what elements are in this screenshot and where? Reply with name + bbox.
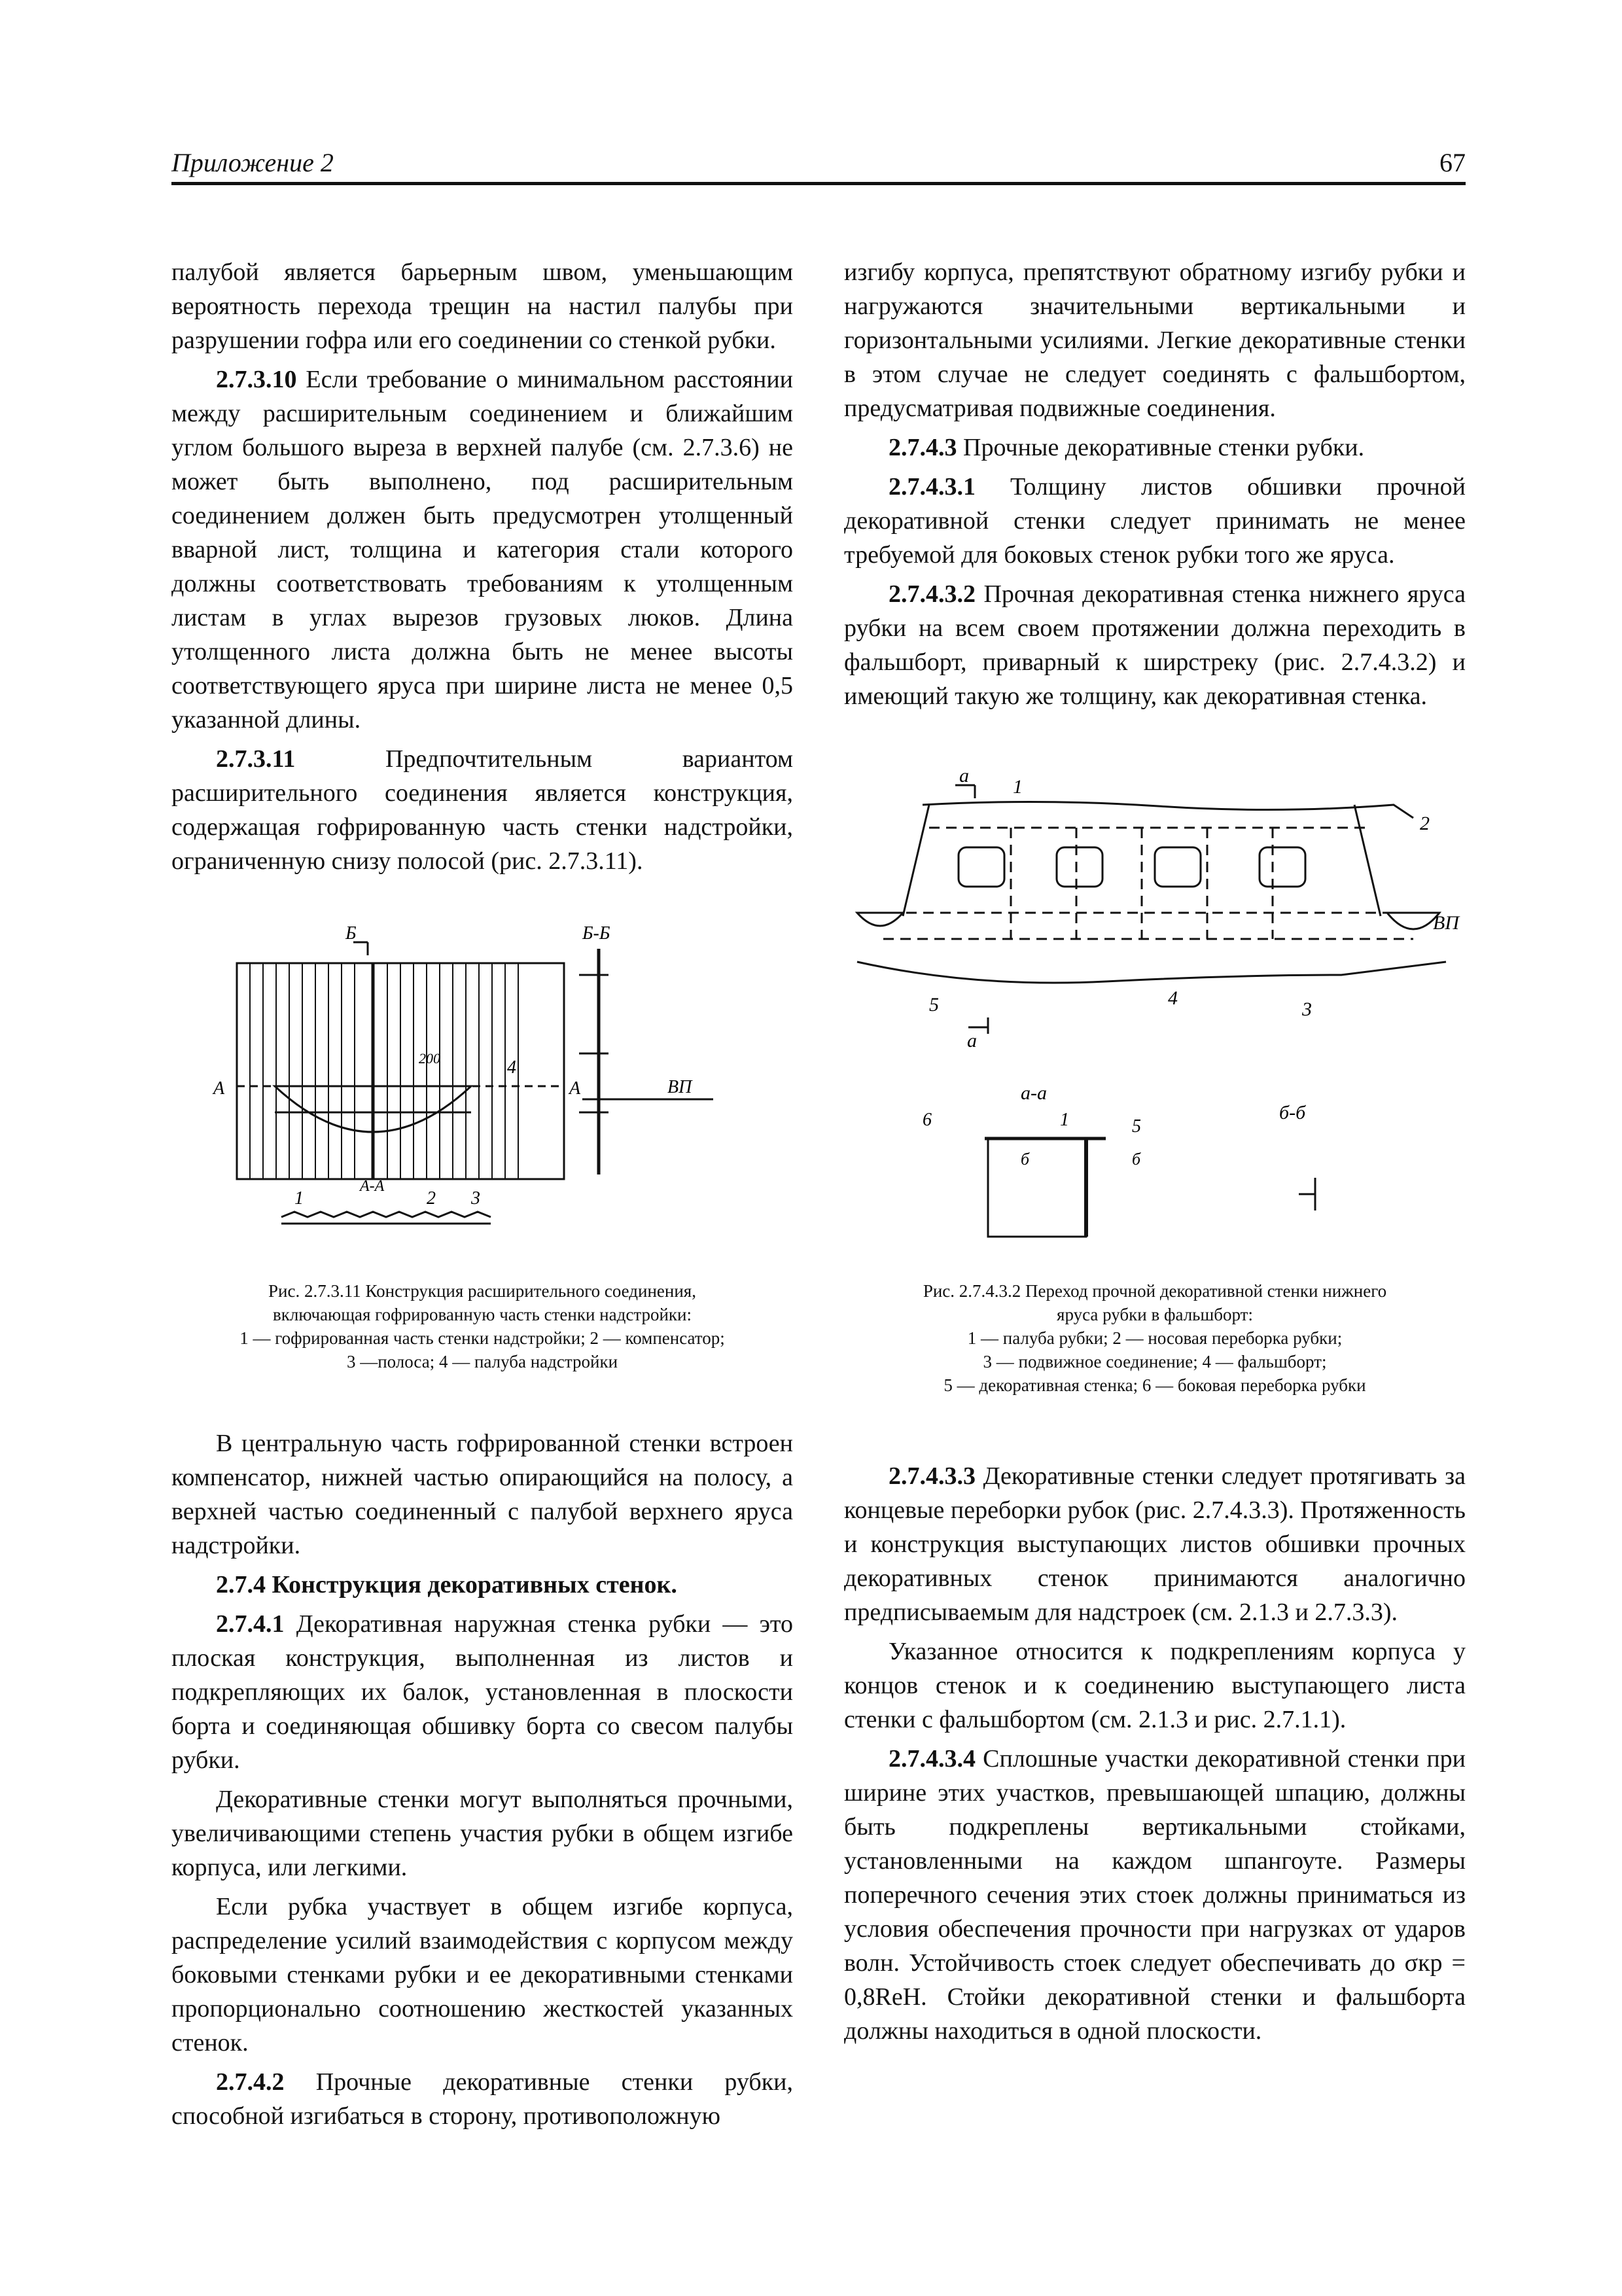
porthole-3 xyxy=(1155,847,1201,887)
label-bb: б-б xyxy=(1279,1102,1306,1123)
label-5b: 5 xyxy=(1132,1116,1141,1137)
figure-expansion-joint xyxy=(196,916,785,1243)
figure2-caption: Рис. 2.7.4.3.2 Переход прочной декоративной стенки нижнего яруса рубки в фальшборт: 1 — палуба рубки; 2 — носовая переборка рубки; 3 — подвижное соединение; 4 — фальшборт; 5 — декоративная стенка; 6 — боковая переборка рубки xyxy=(923,1281,1387,1395)
porthole-1 xyxy=(959,847,1004,887)
label-5: 5 xyxy=(929,994,939,1016)
paragraph: Если рубка участвует в общем изгибе корпуса, распределение усилий взаимодействия с корпусом между боковыми стенками рубки и ее декоративными стенками пропорционально соотношению жесткостей указанных стенок. xyxy=(171,1893,793,2057)
paragraph: 2.7.4.3 Прочные декоративные стенки рубки. xyxy=(889,434,1365,461)
label-1: 1 xyxy=(1013,776,1023,798)
label-a-left: А xyxy=(213,1078,225,1099)
label-2: 2 xyxy=(1420,813,1430,834)
label-a-right: А xyxy=(569,1078,581,1099)
fore-bulkhead xyxy=(903,805,929,916)
label-2: 2 xyxy=(427,1188,436,1209)
paragraph: 2.7.4.3.2 Прочная декоративная стенка нижнего яруса рубки на всем своем протяжении должна переходить в фальшборт, приварный к ширстреку (рис. 2.7.4.3.2) и имеющий такую же толщину, как декоративная стенка. xyxy=(844,580,1466,710)
page-header xyxy=(171,143,1466,185)
paragraph: 2.7.4.3.3 Декоративные стенки следует протягивать за концевые переборки рубок (рис. 2.7.4.3.3). Протяженность и конструкция выступающих листов обшивки прочных декоративных стенок принимаются аналогично предписываемым для надстроек (см. 2.1.3 и 2.7.3.3). xyxy=(844,1462,1466,1626)
label-3: 3 xyxy=(1302,998,1312,1020)
label-6: 6 xyxy=(923,1110,932,1130)
paragraph: 2.7.4.3.4 Сплошные участки декоративной стенки при ширине этих участков, превышающей шпацию, должны быть подкреплены вертикальными стойками, установленными на каждом шпангоуте. Размеры поперечного сечения этих стоек должны приниматься из условия обеспечения прочности при нагрузках от ударов волн. Устойчивость стоек следует обеспечивать до σкр = 0,8ReH. Стойки декоративной стенки и фальшборта должны находиться в одной плоскости. xyxy=(844,1745,1466,2045)
porthole-4 xyxy=(1260,847,1305,887)
label-a-top: а xyxy=(959,766,969,786)
label-a-bottom: а xyxy=(967,1030,977,1051)
page-number: 67 xyxy=(1439,148,1466,177)
label-aa: А-А xyxy=(360,1178,385,1195)
label-bb: Б-Б xyxy=(582,923,610,944)
right-bottom-column xyxy=(844,1459,1466,2048)
paragraph: 2.7.4.2 Прочные декоративные стенки рубки, способной изгибаться в сторону, противоположную xyxy=(171,2068,793,2130)
paragraph: Указанное относится к подкреплениям корпуса у концов стенок и к соединению выступающего листа стенки с фальшбортом (см. 2.1.3 и рис. 2.7.1.1). xyxy=(844,1638,1466,1733)
paragraph: Декоративные стенки могут выполняться прочными, увеличивающими степень участия рубки в общем изгибе корпуса, или легкими. xyxy=(171,1786,793,1881)
label-3: 3 xyxy=(471,1188,480,1209)
label-vp: ВП xyxy=(667,1077,692,1097)
hull-outline xyxy=(857,962,1446,983)
figure1-caption: Рис. 2.7.3.11 Конструкция расширительного соединения, включающая гофрированную часть стенки надстройки: 1 — гофрированная часть стенки надстройки; 2 — компенсатор; 3 —полоса; 4 — палуба надстройки xyxy=(239,1281,725,1371)
left-bottom-column xyxy=(171,1426,793,2133)
label-4: 4 xyxy=(507,1057,516,1078)
corrugation-lines xyxy=(250,963,518,1179)
corrugation-section xyxy=(281,1212,491,1217)
paragraph: 2.7.4.3.1 Толщину листов обшивки прочной декоративной стенки следует принимать не менее требуемой для боковых стенок рубки того же яруса. xyxy=(844,473,1466,569)
label-aa: а-а xyxy=(1021,1082,1047,1104)
label-b: Б xyxy=(345,923,357,944)
movable-joint-left xyxy=(857,913,903,926)
left-top-column xyxy=(171,255,793,878)
paragraph: 2.7.3.10 Если требование о минимальном расстоянии между расширительным соединением и ближайшим углом большого выреза в верхней палубе (см. 2.7.3.6) не может быть выполнено, под расширительным соединением должен быть предусмотрен утолщенный вварной лист, толщина и категория стали которого должны соответствовать требованиям к утолщенным листам в углах вырезов грузовых люков. Длина утолщенного листа должна быть не менее высоты соответствующего яруса при ширине листа не менее 0,5 указанной длины. xyxy=(171,366,793,733)
section-heading: 2.7.4 Конструкция декоративных стенок. xyxy=(216,1571,677,1598)
section-aa xyxy=(988,1139,1086,1237)
label-1: 1 xyxy=(294,1188,304,1209)
label-200: 200 xyxy=(419,1050,440,1067)
label-b-right: б xyxy=(1132,1150,1141,1169)
label-b-left: б xyxy=(1021,1150,1030,1169)
paragraph: 2.7.3.11 Предпочтительным вариантом расширительного соединения является конструкция, содержащая гофрированную часть стенки надстройки, ограниченную снизу полосой (рис. 2.7.3.11). xyxy=(171,745,793,875)
figure-decorative-wall xyxy=(844,766,1472,1263)
header-title: Приложение 2 xyxy=(171,148,334,177)
porthole-2 xyxy=(1057,847,1102,887)
paragraph: палубой является барьерным швом, уменьшающим вероятность перехода трещин на настил палубы при разрушении гофра или его соединении со стенкой рубки. xyxy=(171,258,793,354)
paragraph: В центральную часть гофрированной стенки встроен компенсатор, нижней частью опирающийся на полосу, а верхней частью соединенный с палубой верхнего яруса надстройки. xyxy=(171,1430,793,1559)
paragraph: изгибу корпуса, препятствуют обратному изгибу рубки и нагружаются значительными вертикальными и горизонтальными усилиями. Легкие декоративные стенки в этом случае не следует соединять с фальшбортом, предусматривая подвижные соединения. xyxy=(844,258,1466,422)
label-vp: ВП xyxy=(1433,912,1459,934)
movable-joint-right xyxy=(1387,913,1439,929)
paragraph: 2.7.4.1 Декоративная наружная стенка рубки — это плоская конструкция, выполненная из листов и подкрепляющих их балок, установленная в плоскости борта и соединяющая обшивку борта со свесом палубы рубки. xyxy=(171,1610,793,1774)
label-1b: 1 xyxy=(1060,1110,1069,1130)
right-top-column xyxy=(844,255,1466,713)
label-4: 4 xyxy=(1168,987,1178,1009)
dashed-structure xyxy=(883,828,1413,939)
deck-outline xyxy=(923,802,1413,818)
